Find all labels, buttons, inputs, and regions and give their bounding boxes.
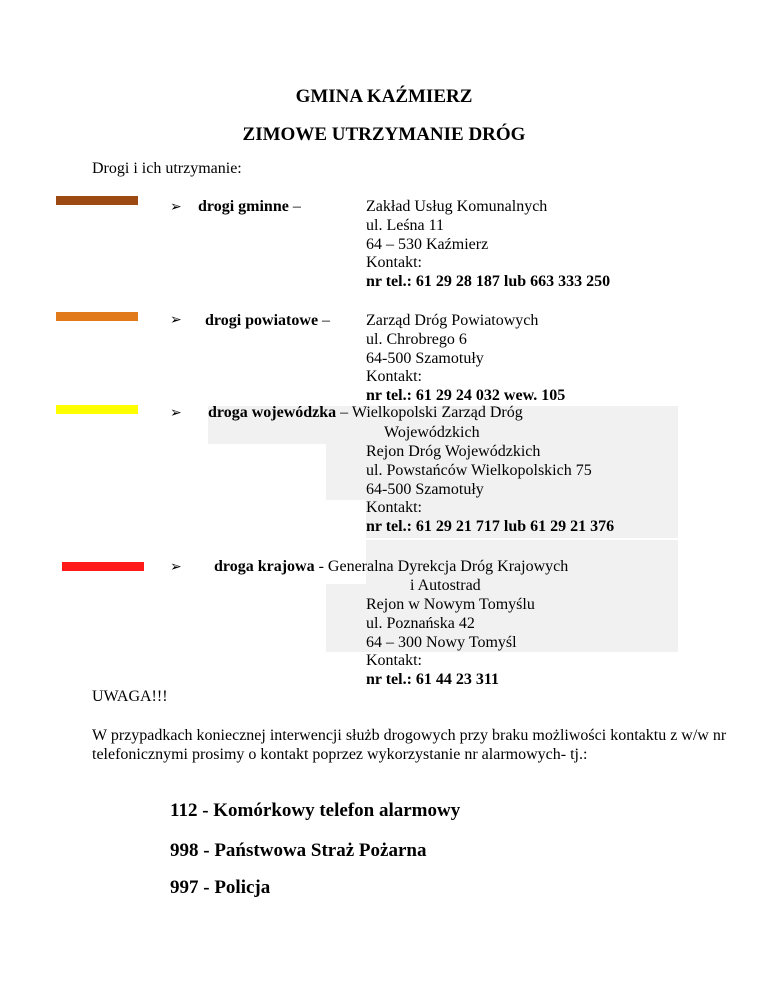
road-label-continued: i Autostrad <box>410 577 481 594</box>
arrow-bullet-icon: ➢ <box>170 405 182 421</box>
arrow-bullet-icon: ➢ <box>170 312 182 328</box>
emergency-number: 997 - Policja <box>170 877 271 898</box>
road-label-gminne: drogi gminne – <box>198 198 301 215</box>
intro-text: Drogi i ich utrzymanie: <box>92 160 242 177</box>
contact-line: 64 – 530 Kaźmierz <box>366 235 489 253</box>
road-contact-krajowa <box>366 596 535 690</box>
note-text: W przypadkach koniecznej interwencji służb drogowych przy braku możliwości kontaktu z w/w nr telefonicznymi prosimy o kontakt poprzez wykorzystanie nr alarmowych- tj.: <box>92 727 727 763</box>
emergency-number: 998 - Państwowa Straż Pożarna <box>170 840 427 861</box>
contact-line: 64-500 Szamotuły <box>366 349 484 367</box>
road-label-powiatowe: drogi powiatowe – <box>205 312 331 329</box>
road-color-bar-powiatowe <box>56 312 138 321</box>
page-subtitle: ZIMOWE UTRZYMANIE DRÓG <box>242 124 526 145</box>
contact-line: ul. Chrobrego 6 <box>366 330 467 348</box>
contact-line: Kontakt: <box>366 499 422 517</box>
contact-line: Kontakt: <box>366 652 422 670</box>
contact-line: 64-500 Szamotuły <box>366 480 484 498</box>
contact-phone: nr tel.: 61 29 21 717 lub 61 29 21 376 <box>366 518 615 536</box>
contact-line: 64 – 300 Nowy Tomyśl <box>366 633 517 651</box>
contact-line: Kontakt: <box>366 368 422 386</box>
contact-line: Rejon w Nowym Tomyślu <box>366 596 535 613</box>
road-color-bar-gminne <box>56 196 138 205</box>
contact-line: Zarząd Dróg Powiatowych <box>366 312 539 329</box>
contact-line: Zakład Usług Komunalnych <box>366 198 548 215</box>
contact-line: Rejon Dróg Wojewódzkich <box>366 443 541 460</box>
emergency-number: 112 - Komórkowy telefon alarmowy <box>170 800 461 821</box>
note-heading: UWAGA!!! <box>92 688 168 705</box>
contact-phone: nr tel.: 61 29 28 187 lub 663 333 250 <box>366 273 611 291</box>
contact-line: Kontakt: <box>366 254 422 272</box>
contact-line: ul. Leśna 11 <box>366 216 445 234</box>
road-color-bar-krajowa <box>62 562 144 571</box>
road-label-continued: Wojewódzkich <box>384 424 480 441</box>
arrow-bullet-icon: ➢ <box>170 199 182 215</box>
page-title: GMINA KAŹMIERZ <box>295 86 473 107</box>
contact-phone: nr tel.: 61 44 23 311 <box>366 671 500 689</box>
contact-phone: nr tel.: 61 29 24 032 wew. 105 <box>366 387 566 405</box>
road-label-krajowa: droga krajowa - Generalna Dyrekcja Dróg Krajowych <box>214 558 569 575</box>
road-label-wojewodzka: droga wojewódzka – Wielkopolski Zarząd Dróg <box>208 404 523 421</box>
road-contact-wojewodzka <box>366 443 614 537</box>
contact-line: ul. Powstańców Wielkopolskich 75 <box>366 461 592 479</box>
road-color-bar-wojewodzka <box>56 405 138 414</box>
contact-line: ul. Poznańska 42 <box>366 614 475 632</box>
road-contact-gminne <box>366 198 610 292</box>
road-contact-powiatowe <box>366 312 565 406</box>
arrow-bullet-icon: ➢ <box>170 559 182 575</box>
